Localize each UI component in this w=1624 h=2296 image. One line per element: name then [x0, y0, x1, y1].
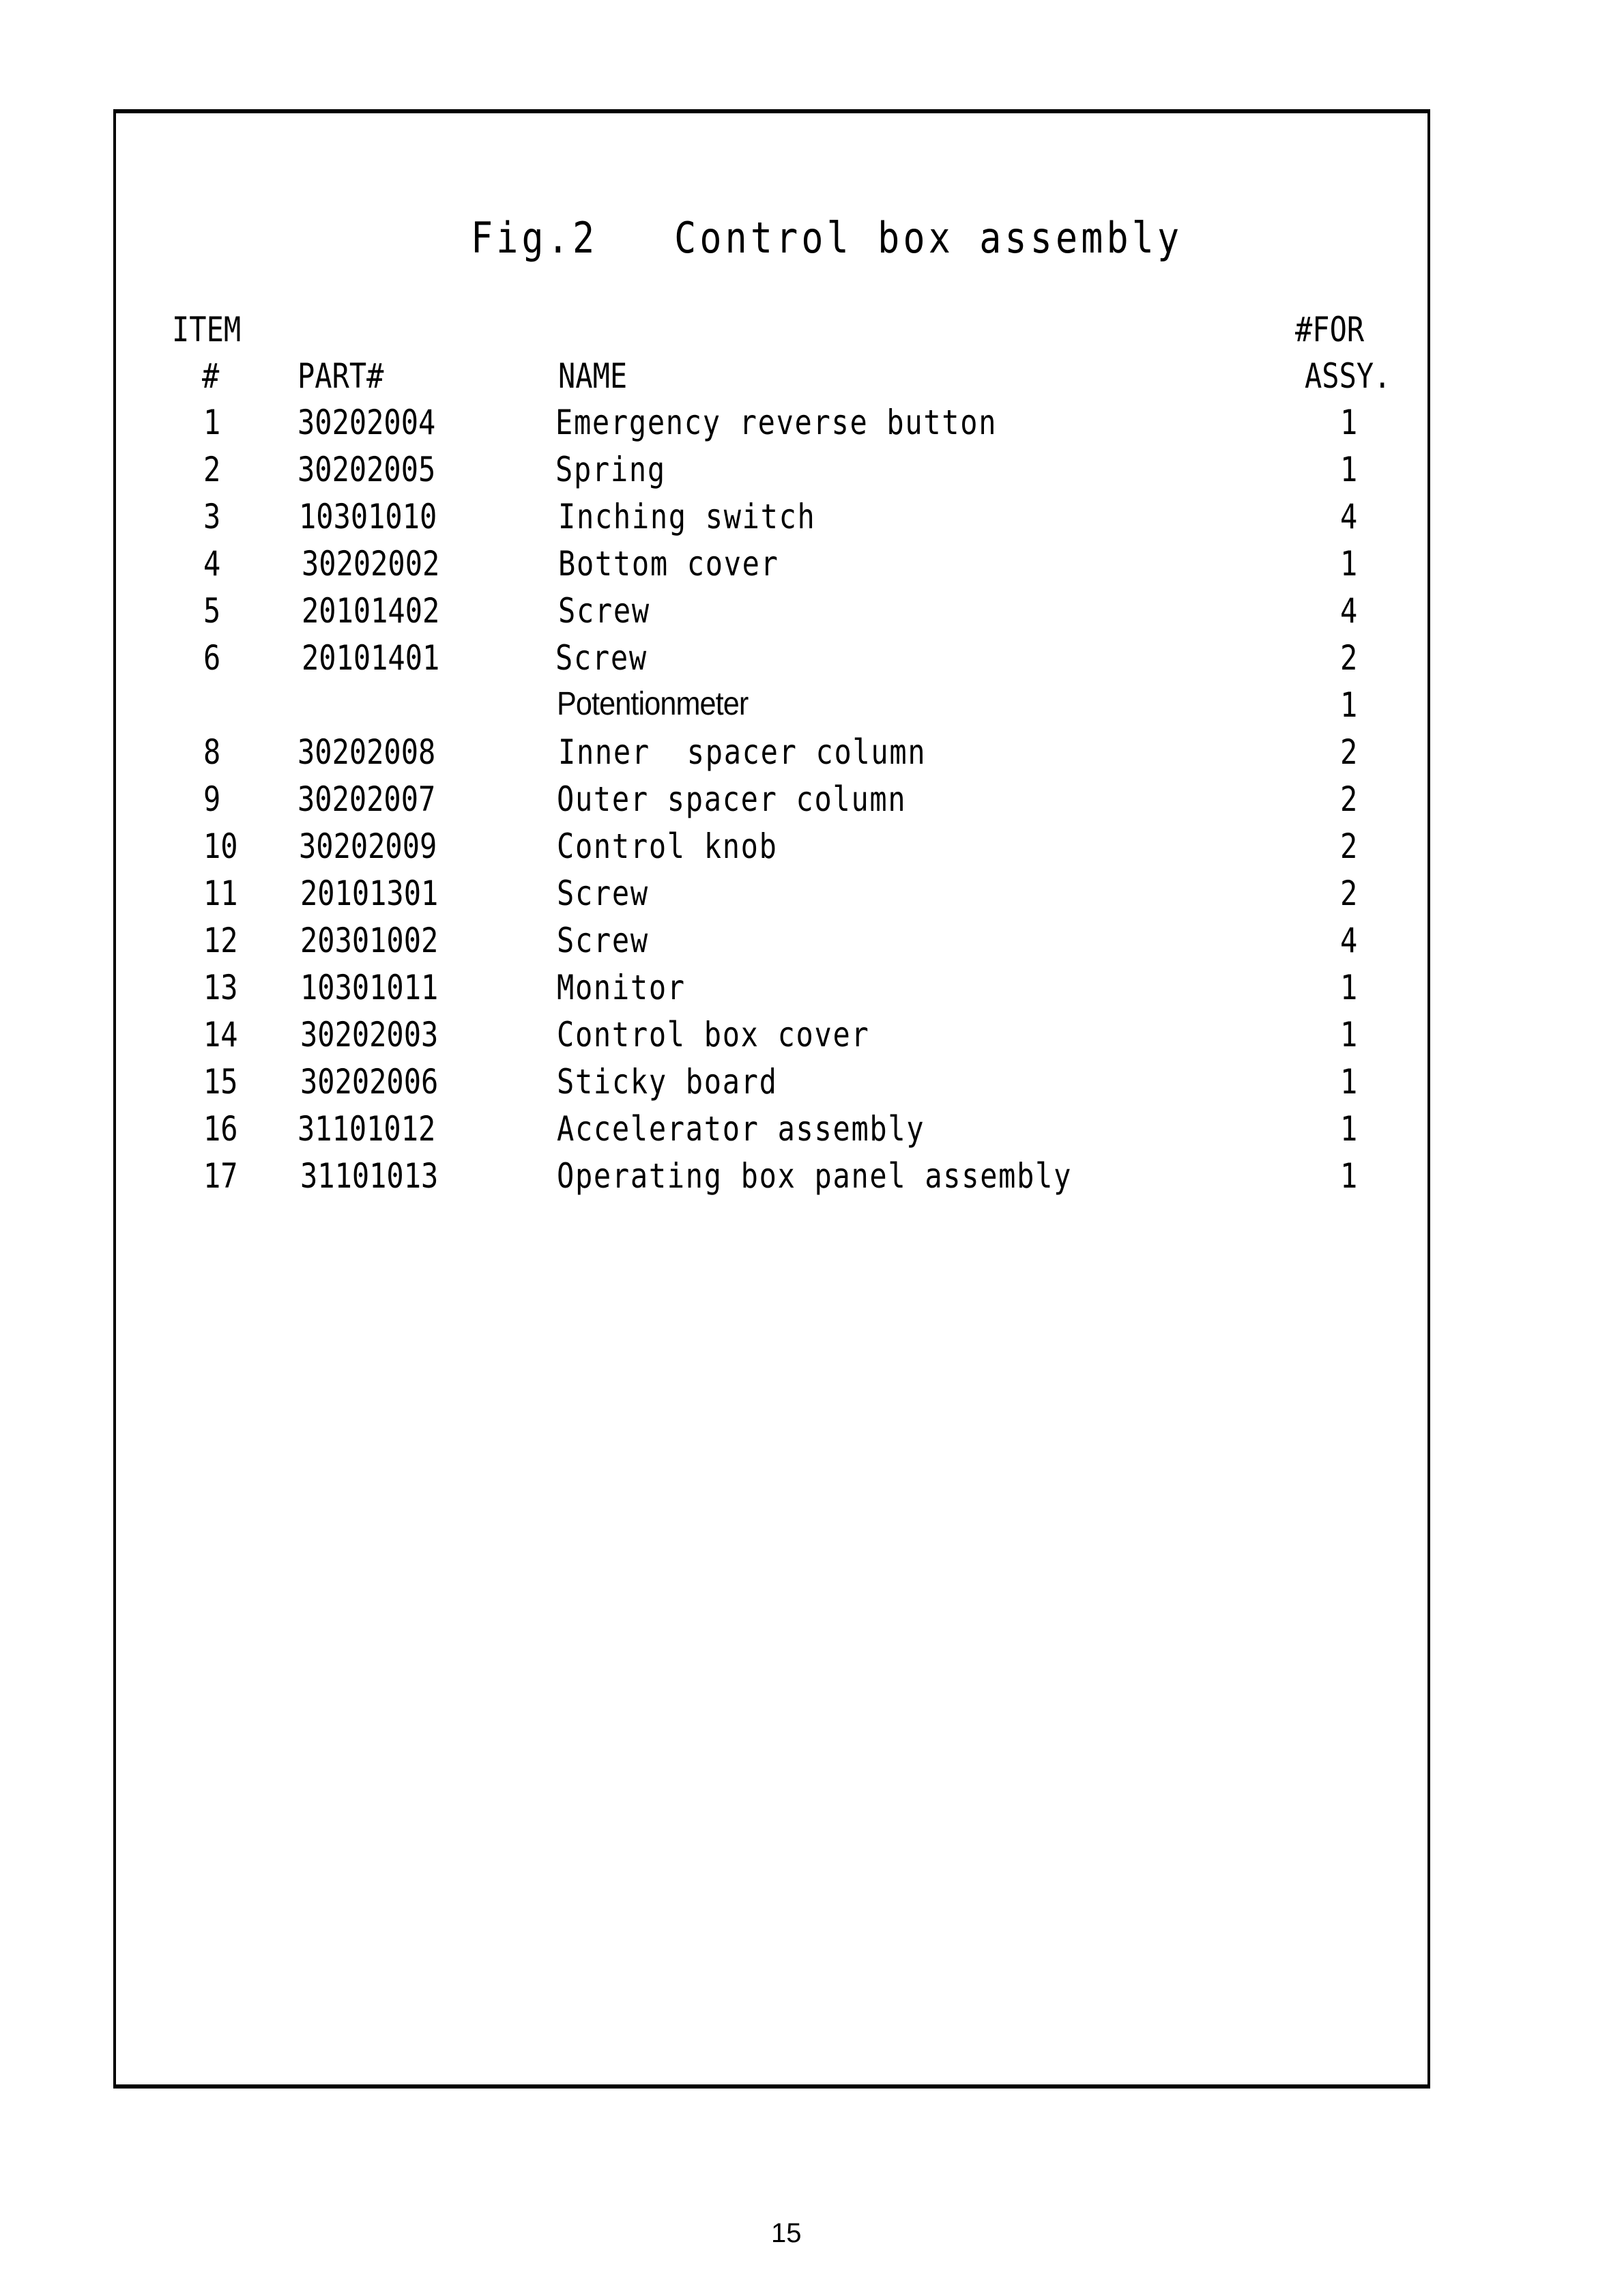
row-name: Operating box panel assembly [557, 1156, 1073, 1196]
row-item-number: 15 [203, 1062, 238, 1102]
row-name: Inner spacer column [558, 732, 927, 772]
row-part-number: 20101402 [302, 591, 440, 631]
figure-title: Fig.2 Control box assembly [471, 213, 1183, 263]
row-item-number: 2 [203, 450, 221, 489]
row-item-number: 10 [203, 827, 238, 866]
row-qty: 1 [1340, 450, 1358, 489]
row-name: Sticky board [557, 1062, 778, 1102]
row-qty: 1 [1340, 403, 1358, 442]
row-part-number: 20301002 [300, 921, 439, 960]
row-qty: 4 [1340, 921, 1358, 960]
header-item-number: # [202, 356, 220, 396]
page-number: 15 [771, 2218, 802, 2248]
row-qty: 1 [1340, 1109, 1358, 1149]
row-part-number: 30202002 [302, 544, 440, 584]
row-qty: 4 [1340, 591, 1358, 631]
row-name: Bottom cover [558, 544, 779, 584]
header-part-number: PART# [298, 356, 384, 396]
row-qty: 1 [1340, 544, 1358, 584]
row-qty: 1 [1340, 1015, 1358, 1054]
row-name: Control box cover [557, 1015, 870, 1054]
row-item-number: 17 [203, 1156, 238, 1196]
row-part-number: 30202006 [300, 1062, 439, 1102]
row-part-number: 30202004 [298, 403, 436, 442]
row-part-number: 30202008 [298, 732, 436, 772]
row-qty: 1 [1340, 1062, 1358, 1102]
row-qty: 2 [1340, 874, 1358, 913]
row-item-number: 9 [203, 779, 221, 819]
row-name: Control knob [557, 827, 778, 866]
row-qty: 1 [1340, 968, 1358, 1007]
row-name: Monitor [557, 968, 686, 1007]
row-item-number: 6 [203, 638, 221, 678]
row-part-number: 30202005 [298, 450, 436, 489]
row-item-number: 5 [203, 591, 221, 631]
row-item-number: 16 [203, 1109, 238, 1149]
row-name: Emergency reverse button [555, 403, 998, 442]
header-item-label: ITEM [172, 310, 242, 349]
row-name: Inching switch [558, 497, 816, 536]
row-part-number: 30202007 [298, 779, 436, 819]
row-item-number: 11 [203, 874, 238, 913]
header-name: NAME [558, 356, 628, 396]
row-item-number: 13 [203, 968, 238, 1007]
row-qty: 1 [1340, 685, 1358, 725]
row-item-number: 4 [203, 544, 221, 584]
row-part-number: 31101012 [298, 1109, 436, 1149]
row-qty: 4 [1340, 497, 1358, 536]
row-item-number: 8 [203, 732, 221, 772]
row-name: Potentionmeter [557, 686, 749, 722]
row-part-number: 31101013 [300, 1156, 439, 1196]
row-item-number: 12 [203, 921, 238, 960]
row-qty: 2 [1340, 638, 1358, 678]
row-name: Screw [557, 921, 649, 960]
row-item-number: 1 [203, 403, 221, 442]
header-for-label: #FOR [1295, 310, 1365, 349]
row-name: Outer spacer column [557, 779, 907, 819]
row-qty: 2 [1340, 779, 1358, 819]
row-name: Screw [557, 874, 649, 913]
row-qty: 1 [1340, 1156, 1358, 1196]
row-qty: 2 [1340, 827, 1358, 866]
row-item-number: 14 [203, 1015, 238, 1054]
row-qty: 2 [1340, 732, 1358, 772]
row-part-number: 10301010 [299, 497, 437, 536]
row-name: Screw [558, 591, 650, 631]
row-part-number: 30202009 [299, 827, 437, 866]
row-item-number: 3 [203, 497, 221, 536]
row-part-number: 30202003 [300, 1015, 439, 1054]
row-name: Accelerator assembly [557, 1109, 925, 1149]
row-part-number: 10301011 [300, 968, 439, 1007]
header-assy: ASSY. [1305, 356, 1391, 396]
row-part-number: 20101301 [300, 874, 439, 913]
row-part-number: 20101401 [302, 638, 440, 678]
row-name: Spring [555, 450, 666, 489]
row-name: Screw [555, 638, 648, 678]
